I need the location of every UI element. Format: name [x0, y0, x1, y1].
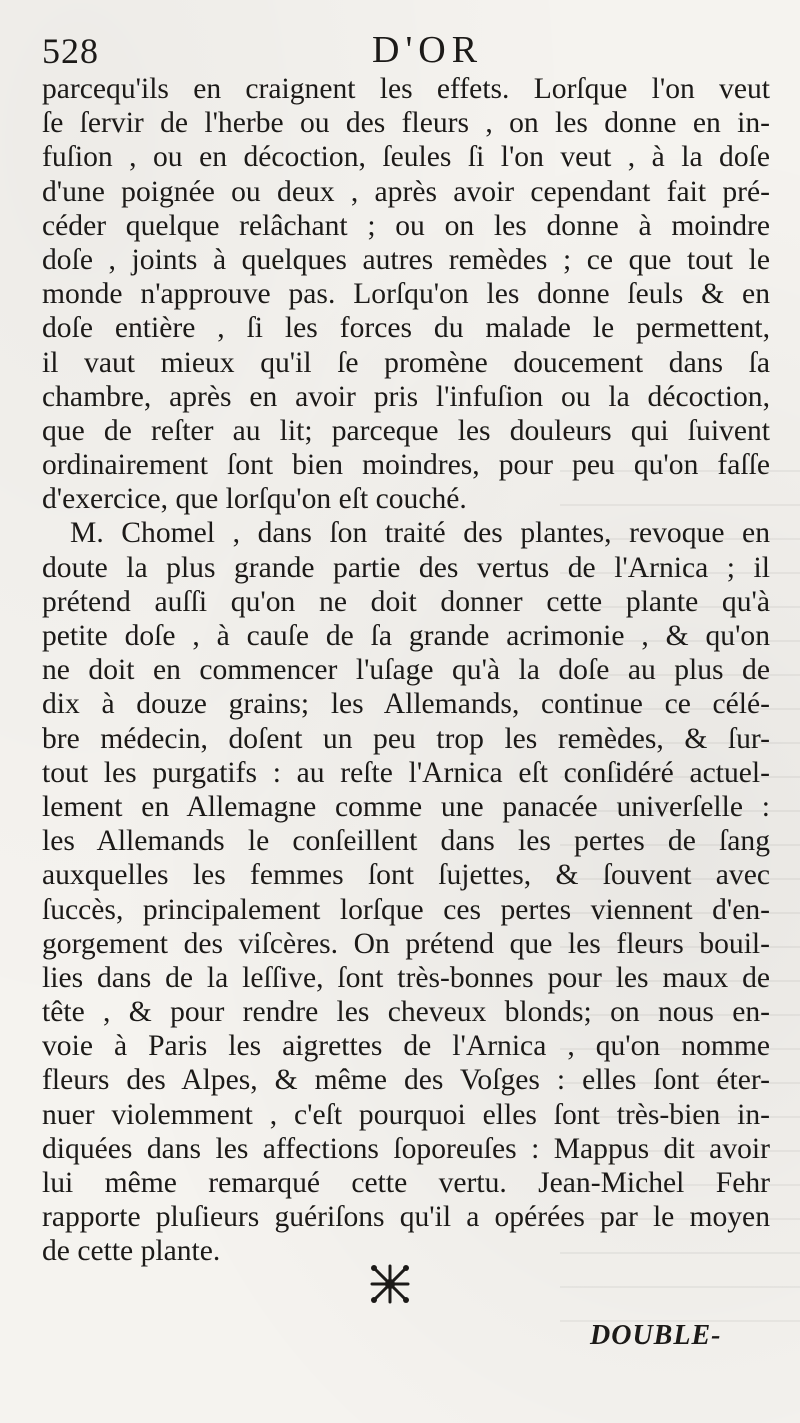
text-line: les Allemands le conſeillent dans les pertes de ſang	[42, 825, 770, 858]
text-line: d'une poignée ou deux , après avoir cependant fait pré-	[42, 175, 770, 208]
text-line: auxquelles les femmes ſont ſujettes, & ſouvent avec	[42, 859, 770, 892]
text-line: dix à douze grains; les Allemands, continue ce célé-	[42, 688, 770, 721]
text-line: doſe , joints à quelques autres remèdes ; ce que tout le	[42, 243, 770, 276]
page-number: 528	[42, 31, 99, 71]
text-line: rapporte pluſieurs guériſons qu'il a opérées par le moyen	[42, 1201, 770, 1234]
text-line: d'exercice, que lorſqu'on eſt couché.	[42, 483, 467, 516]
text-line: fleurs des Alpes, & même des Voſges : elles ſont éter-	[42, 1064, 770, 1097]
text-line: nuer violemment , c'eſt pourquoi elles ſont très-bien in-	[42, 1098, 770, 1131]
text-line: il vaut mieux qu'il ſe promène doucement dans ſa	[42, 346, 770, 379]
text-line: monde n'approuve pas. Lorſqu'on les donne ſeuls & en	[42, 278, 770, 311]
text-line: diquées dans les affections ſoporeuſes : Mappus dit avoir	[42, 1132, 770, 1165]
text-line: bre médecin, doſent un peu trop les remèdes, & ſur-	[42, 722, 770, 755]
text-line: chambre, après en avoir pris l'infuſion ou la décoction,	[42, 380, 770, 413]
text-line: ſe ſervir de l'herbe ou des fleurs , on les donne en in-	[42, 107, 770, 140]
text-line: lui même remarqué cette vertu. Jean-Michel Fehr	[42, 1167, 770, 1199]
text-line: doſe entière , ſi les forces du malade le permettent,	[42, 312, 770, 345]
body-text	[42, 72, 770, 1269]
text-line: que de reſter au lit; parceque les douleurs qui ſuivent	[42, 414, 770, 447]
text-line: tête , & pour rendre les cheveux blonds; on nous en-	[42, 996, 770, 1029]
page-header	[42, 22, 762, 72]
running-head: D'OR	[372, 29, 484, 71]
text-line: fuſion , ou en décoction, ſeules ſi l'on veut , à la doſe	[42, 141, 770, 174]
text-line: petite doſe , à cauſe de ſa grande acrimonie , & qu'on	[42, 620, 770, 652]
text-line: gorgement des viſcères. On prétend que les fleurs bouil-	[42, 927, 770, 960]
text-line: ordinairement ſont bien moindres, pour peu qu'on faſſe	[42, 449, 770, 482]
text-line: ſuccès, principalement lorſque ces pertes viennent d'en-	[42, 893, 770, 926]
text-line: ne doit en commencer l'uſage qu'à la doſe au plus de	[42, 654, 770, 687]
text-line: voie à Paris les aigrettes de l'Arnica , qu'on nomme	[42, 1030, 770, 1063]
text-line: prétend auſſi qu'on ne doit donner cette plante qu'à	[42, 585, 770, 618]
text-line: céder quelque relâchant ; ou on les donne à moindre	[42, 209, 770, 242]
paragraph-start-line: M. Chomel , dans ſon traité des plantes, revoque en	[70, 517, 770, 550]
text-line: tout les purgatifs : au reſte l'Arnica eſt conſidéré actuel-	[42, 756, 770, 789]
text-line: lement en Allemagne comme une panacée univerſelle :	[42, 790, 770, 823]
text-line: lies dans de la leſſive, ſont très-bonnes pour les maux de	[42, 961, 770, 994]
fleuron-ornament-icon	[368, 1262, 412, 1306]
text-line: parcequ'ils en craignent les effets. Lorſque l'on veut	[42, 73, 770, 105]
text-line: doute la plus grande partie des vertus de l'Arnica ; il	[42, 551, 770, 584]
text-line: de cette plante.	[42, 1235, 221, 1268]
catchword: DOUBLE-	[590, 1320, 722, 1351]
